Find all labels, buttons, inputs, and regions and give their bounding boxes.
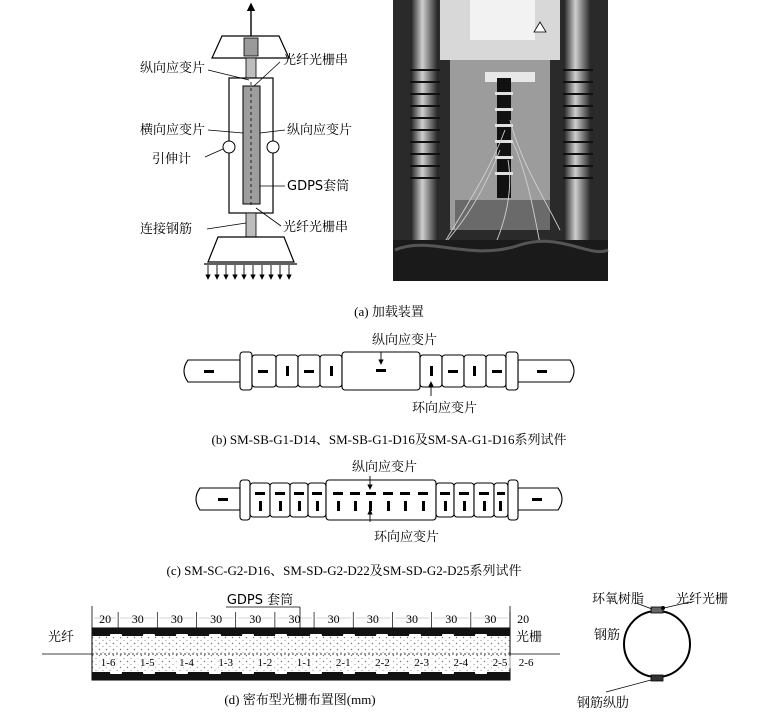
dimension-label: 30: [170, 612, 183, 626]
dimension-label: 30: [484, 612, 497, 626]
grating-label: 2-2: [375, 657, 390, 669]
label-d-grating: 光栅: [516, 630, 543, 645]
load-arrows: [208, 265, 289, 279]
dimension-label: 30: [366, 612, 379, 626]
cross-section: [577, 591, 728, 711]
loading-setup-schematic: [140, 4, 352, 279]
label-d-fiber: 光纤: [48, 630, 75, 645]
dimension-labels: [94, 612, 529, 628]
label-fbg: 光纤光栅: [676, 592, 729, 607]
dimension-label: 30: [288, 612, 301, 626]
grating-label: 1-5: [139, 657, 155, 669]
label-trans-gauge: 横向应变片: [140, 123, 206, 138]
grating-label: 2-5: [492, 657, 508, 669]
label-c-long: 纵向应变片: [352, 460, 418, 475]
caption-b: (b) SM-SB-G1-D14、SM-SB-G1-D16及SM-SA-G1-D16系列试件: [211, 432, 567, 447]
dimension-label: 30: [327, 612, 340, 626]
dimension-label: 30: [406, 612, 419, 626]
dimension-label: 30: [210, 612, 223, 626]
grating-label: 2-6: [518, 657, 534, 669]
bottom-clamp: [208, 237, 294, 262]
specimen-c: [196, 459, 562, 545]
grating-label: 1-4: [179, 657, 194, 669]
label-gdps-sleeve: GDPS套筒: [287, 179, 350, 194]
caption-c: (c) SM-SC-G2-D16、SM-SD-G2-D22及SM-SD-G2-D25系列试件: [166, 563, 522, 578]
label-long-gauge-top: 纵向应变片: [140, 61, 206, 76]
label-fbg-bottom: 光纤光栅串: [283, 220, 349, 235]
label-long-gauge-right: 纵向应变片: [287, 123, 353, 138]
dimension-label: 30: [249, 612, 262, 626]
grating-label: 2-3: [414, 657, 429, 669]
specimen-b: [184, 332, 574, 416]
grating-label: 1-6: [100, 657, 116, 669]
dimension-label: 30: [131, 612, 144, 626]
grating-layout: [42, 593, 560, 680]
label-epoxy: 环氧树脂: [592, 592, 645, 607]
label-connect-rebar: 连接钢筋: [140, 222, 193, 237]
gdps-sleeve: [243, 86, 260, 204]
label-c-hoop: 环向应变片: [374, 530, 440, 545]
label-fbg-top: 光纤光栅串: [283, 53, 349, 68]
grating-label: 2-1: [335, 657, 351, 669]
test-machine-photo: [393, 0, 608, 281]
grating-label: 1-1: [296, 657, 312, 669]
dimension-label: 20: [99, 612, 112, 626]
dimension-label: 30: [445, 612, 458, 626]
grating-label: 1-3: [218, 657, 234, 669]
caption-d: (d) 密布型光栅布置图(mm): [224, 692, 376, 707]
label-b-long: 纵向应变片: [372, 333, 438, 348]
grating-label: 1-2: [257, 657, 273, 669]
dimension-label: 20: [517, 612, 530, 626]
caption-a: (a) 加载装置: [354, 304, 424, 319]
label-extensometer: 引伸计: [152, 152, 192, 167]
label-d-gdps: GDPS 套筒: [226, 593, 294, 608]
label-rib: 钢筋纵肋: [577, 696, 630, 711]
grating-label: 2-4: [453, 657, 469, 669]
label-b-hoop: 环向应变片: [412, 401, 478, 416]
label-rebar: 钢筋: [594, 628, 621, 643]
